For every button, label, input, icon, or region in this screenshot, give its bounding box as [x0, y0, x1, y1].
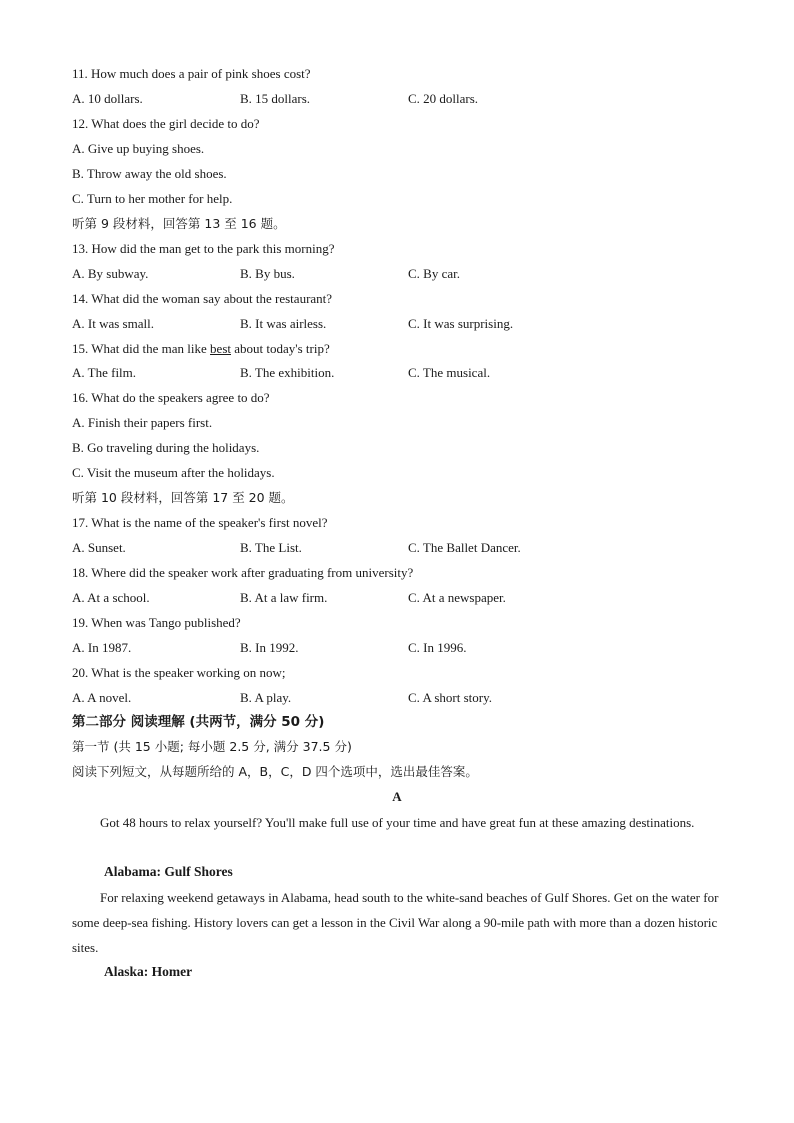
- q16-option-a: A. Finish their papers first.: [72, 415, 213, 430]
- section-10-instruction: 听第 10 段材料，回答第 17 至 20 题。: [72, 490, 294, 505]
- q13-option-b: B. By bus.: [240, 266, 295, 281]
- section-9-instruction: 听第 9 段材料，回答第 13 至 16 题。: [72, 216, 286, 231]
- q17-option-c: C. The Ballet Dancer.: [408, 540, 521, 555]
- q13-option-a: A. By subway.: [72, 266, 149, 281]
- q12-option-b: B. Throw away the old shoes.: [72, 166, 227, 181]
- question-18: 18. Where did the speaker work after graduating from university?: [72, 565, 414, 580]
- question-17: 17. What is the name of the speaker's first novel?: [72, 515, 328, 530]
- q19-option-c: C. In 1996.: [408, 640, 467, 655]
- q11-option-c: C. 20 dollars.: [408, 91, 479, 106]
- section-1-header: 第一节 (共 15 小题; 每小题 2.5 分, 满分 37.5 分): [72, 739, 352, 754]
- question-13: 13. How did the man get to the park this morning?: [72, 241, 335, 256]
- q20-option-c: C. A short story.: [408, 690, 493, 705]
- q19-option-b: B. In 1992.: [240, 640, 299, 655]
- passage-intro: Got 48 hours to relax yourself? You'll make full use of your time and have great fun at these amazing destinations.: [100, 815, 695, 830]
- q14-option-c: C. It was surprising.: [408, 316, 514, 331]
- q20-option-b: B. A play.: [240, 690, 292, 705]
- heading-alabama: Alabama: Gulf Shores: [104, 864, 233, 879]
- question-14: 14. What did the woman say about the restaurant?: [72, 291, 333, 306]
- q16-option-b: B. Go traveling during the holidays.: [72, 440, 260, 455]
- q15-underlined-word: best: [210, 341, 231, 356]
- q17-option-a: A. Sunset.: [72, 540, 126, 555]
- question-11: 11. How much does a pair of pink shoes cost?: [72, 66, 311, 81]
- q20-option-a: A. A novel.: [72, 690, 132, 705]
- reading-instruction: 阅读下列短文，从每题所给的 A，B，C，D 四个选项中，选出最佳答案。: [72, 764, 478, 779]
- q18-option-b: B. At a law firm.: [240, 590, 328, 605]
- q16-option-c: C. Visit the museum after the holidays.: [72, 465, 275, 480]
- q14-option-a: A. It was small.: [72, 316, 154, 331]
- q12-option-a: A. Give up buying shoes.: [72, 141, 205, 156]
- question-12: 12. What does the girl decide to do?: [72, 116, 260, 131]
- paragraph-alabama: For relaxing weekend getaways in Alabama, head south to the white-sand beaches of Gulf Shores. Get on the water for some deep-sea fishing. History lovers can get a lesson in the Civil War along a 90-mile path with more than a dozen historic sites.: [72, 890, 719, 955]
- heading-alaska: Alaska: Homer: [104, 964, 193, 979]
- q17-option-b: B. The List.: [240, 540, 302, 555]
- question-19: 19. When was Tango published?: [72, 615, 241, 630]
- q15-stem-end: about today's trip?: [231, 341, 330, 356]
- q18-option-a: A. At a school.: [72, 590, 150, 605]
- q18-option-c: C. At a newspaper.: [408, 590, 506, 605]
- q15-stem-start: 15. What did the man like: [72, 341, 211, 356]
- q15-option-c: C. The musical.: [408, 365, 491, 380]
- question-15: [72, 341, 330, 357]
- q13-option-c: C. By car.: [408, 266, 460, 281]
- question-20: 20. What is the speaker working on now;: [72, 665, 286, 680]
- part-2-title: 第二部分 阅读理解 (共两节，满分 50 分): [72, 714, 325, 730]
- passage-label: A: [392, 789, 402, 804]
- q15-option-b: B. The exhibition.: [240, 365, 335, 380]
- q19-option-a: A. In 1987.: [72, 640, 132, 655]
- q15-option-a: A. The film.: [72, 365, 137, 380]
- question-16: 16. What do the speakers agree to do?: [72, 390, 270, 405]
- q11-option-a: A. 10 dollars.: [72, 91, 143, 106]
- q12-option-c: C. Turn to her mother for help.: [72, 191, 233, 206]
- q11-option-b: B. 15 dollars.: [240, 91, 311, 106]
- q14-option-b: B. It was airless.: [240, 316, 327, 331]
